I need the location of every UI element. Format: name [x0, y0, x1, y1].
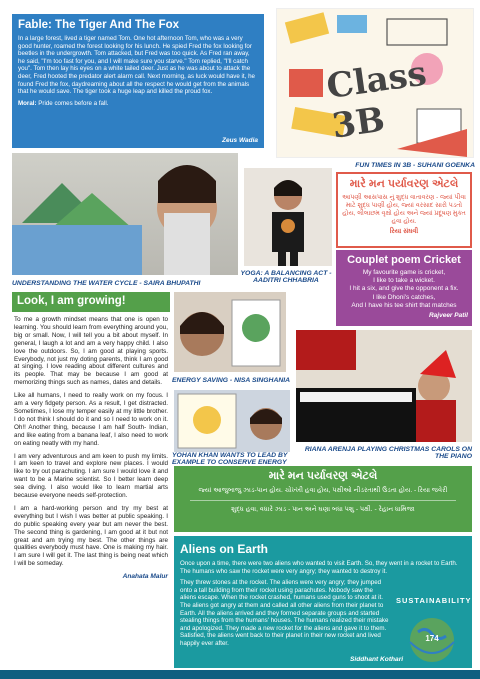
growing-body	[14, 316, 168, 581]
caption-yoga: YOGA: A BALANCING ACT - AADITRI CHHABRIA	[240, 270, 332, 284]
growing-para-3: I am very adventurous and am keen to push my limits. I am keen to travel and explore new places. I would like to try out parachuting. I am sure I would love it and want to be a Marine scientist. So I better learn deep sea diving. I also would like to learn martial arts because everyone needs self-protection.	[14, 452, 168, 500]
couplet-line-5: And I have his tee shirt that matches	[351, 301, 457, 309]
growing-para-2: Like all humans, I need to really work on my focus. I am a very fidgety person. As a result, I get distracted. Sometimes, I lose my temper easily at my little brother. I do not think I should do it and so I need to work on it. Oh!! Another thing, because I am half South- Indian, and like eating from a banana leaf, I also need to work on eating neatly with my hand.	[14, 392, 168, 447]
class-drawing	[276, 8, 474, 158]
water-cycle-art	[12, 153, 238, 275]
guj-strip	[174, 466, 472, 532]
conserve-energy-art	[174, 390, 290, 452]
growing-para-4: I am a hard-working person and try my best at everything but I wish I was better at public speaking. I do public speaking every year but am never the best. The second thing is gardening, I am good at it but not great and am trying my best. The other things are qualities everybody must have. One is making my hair. I am sure I will get it. The last thing is being neat which I will be someday.	[14, 504, 168, 568]
moral-text: Pride comes before a fall.	[38, 99, 109, 107]
caption-riana: RIANA ARENJA PLAYING CHRISTMAS CAROLS ON THE PIANO	[304, 446, 472, 460]
guj-poem-box	[336, 172, 472, 248]
growing-author: Anahata Malur	[122, 573, 168, 581]
growing-title-bar	[12, 292, 170, 312]
fable-moral	[18, 100, 258, 108]
fable-box	[12, 14, 264, 148]
couplet-line-4: I like Dhoni's catches,	[372, 293, 436, 301]
sustainability-label: SUSTAINABILITY	[396, 596, 472, 605]
growing-para-1: To me a growth mindset means that one is open to learning. You should learn from everything around you, big or small. Now, I will tell you a bit about myself. In general, I laugh a lot and am a very happy child. I also love the outdoors. So, I am good at playing sports. Everybody, not just my doting parents, think I am good at singing. I love reading about different cultures and its people. That may be because I am good at memorizing things such as names, dates and details.	[14, 316, 168, 387]
bottom-bar	[0, 670, 480, 679]
couplet-box	[336, 250, 472, 326]
couplet-line-3: I hit a six, and give the opponent a fix.	[349, 285, 459, 293]
guj-strip-line-1: જ્યાં આજુબાજુ ઝાડ-પાન હોય. ચોખ્ખી હવા હોય, પક્ષીઓ નીડરતાથી ઉડતા હોય. - રિયા જવેરી	[198, 487, 448, 494]
photo-conserve-energy	[174, 390, 290, 452]
photo-water-cycle	[12, 153, 238, 275]
yoga-art	[244, 168, 332, 266]
aliens-title: Aliens on Earth	[180, 542, 269, 556]
couplet-title: Couplet poem Cricket	[347, 254, 461, 266]
guj-poem-body: આપણી આસપાસ નું શુદ્ધ વાતાવરણ - જ્યાં પીવા માટે શુદ્ધ પાણી હોય, જ્યાં વરસાદ સારો પડતો હોય, લીલાછમ વૃક્ષો હોય અને જ્યાં પ્રદૂષણ મુક્ત હવા હોય.	[342, 194, 466, 225]
fable-author: Zeus Wadia	[221, 137, 258, 144]
caption-water-cycle: UNDERSTANDING THE WATER CYCLE - SAIRA BHUPATHI	[12, 280, 201, 287]
couplet-line-1: My favourite game is cricket,	[362, 269, 446, 276]
page-number: 174	[425, 634, 439, 643]
photo-yoga	[244, 168, 332, 266]
piano-art	[296, 330, 472, 442]
guj-strip-divider	[190, 500, 456, 501]
fable-body: In a large forest, lived a tiger named Tom. One hot afternoon Tom, who was a very good hunter, roamed the forest looking for his lunch. He spied Fred the fox looking for beetles in the undergrowth. Tom attacked, but Fred was too quick. As Fred ran away, he said, "I'm too fast for you, and I will make sure you starve." Tom replied, "I'll catch you". Tom then lay his eyes on a white tailed deer. Just as he was about to attack the deer, Fred hooted the predator alert alarm call. Next morning, as luck would have it, he found Fred the fox, daydreaming about all the respect he would get from the animals that he would save. The tiger took a huge leap and killed the proud fox.	[18, 35, 255, 96]
guj-poem-title: મારે મન પર્યાવરણ એટલે	[349, 178, 459, 190]
guj-strip-title: મારે મન પર્યાવરણ એટલે	[268, 470, 378, 482]
guj-poem-author: રિયા સંઘવી	[389, 228, 419, 235]
moral-label: Moral:	[18, 99, 37, 107]
aliens-para-2: They threw stones at the rocket. The aliens were very angry; they jumped onto a tall building from their rocket using parachutes. Nobody saw the aliens escape. When the rocket crashed, humans used guns to shoot at it. The aliens got angry at them and called all other aliens from their planet to Earth. All the aliens arrived and they formed separate groups and started stealing things from the humans' houses. The humans realized their mistake and apologized. They made a new rocket for the aliens and gave it to them. Satisfied, the aliens went back to their planet in their new rocket and lived happily ever after.	[180, 579, 389, 647]
sustainability-badge	[392, 592, 472, 670]
aliens-author: Siddhant Kothari	[350, 656, 404, 663]
couplet-author: Rajveer Patil	[428, 312, 468, 320]
fable-title: Fable: The Tiger And The Fox	[18, 19, 180, 31]
couplet-line-2: I like to take a wicket.	[373, 277, 435, 285]
caption-yohan: YOHAN KHAN WANTS TO LEAD BY EXAMPLE TO CONSERVE ENERGY	[172, 452, 288, 466]
energy-saving-art	[174, 292, 286, 372]
aliens-para-1: Once upon a time, there were two aliens who wanted to visit Earth. So, they went in a rocket to Earth. The humans who saw the rocket were very angry; they wanted to destroy it.	[180, 560, 458, 575]
drawing-label: Class 3B	[324, 53, 430, 147]
growing-title: Look, I am growing!	[17, 295, 126, 307]
photo-piano	[296, 330, 472, 442]
guj-strip-line-2: શુદ્ધ હવા, વધારે ઝાડ - પાન અને ઘણા બધા પશુ - પક્ષી. - રેહાન ધામિજા	[231, 506, 415, 513]
caption-energy-saving: ENERGY SAVING - NISA SINGHANIA	[172, 377, 291, 384]
photo-energy-saving	[174, 292, 286, 372]
caption-fun-times: FUN TIMES IN 3B - SUHANI GOENKA	[355, 162, 475, 169]
